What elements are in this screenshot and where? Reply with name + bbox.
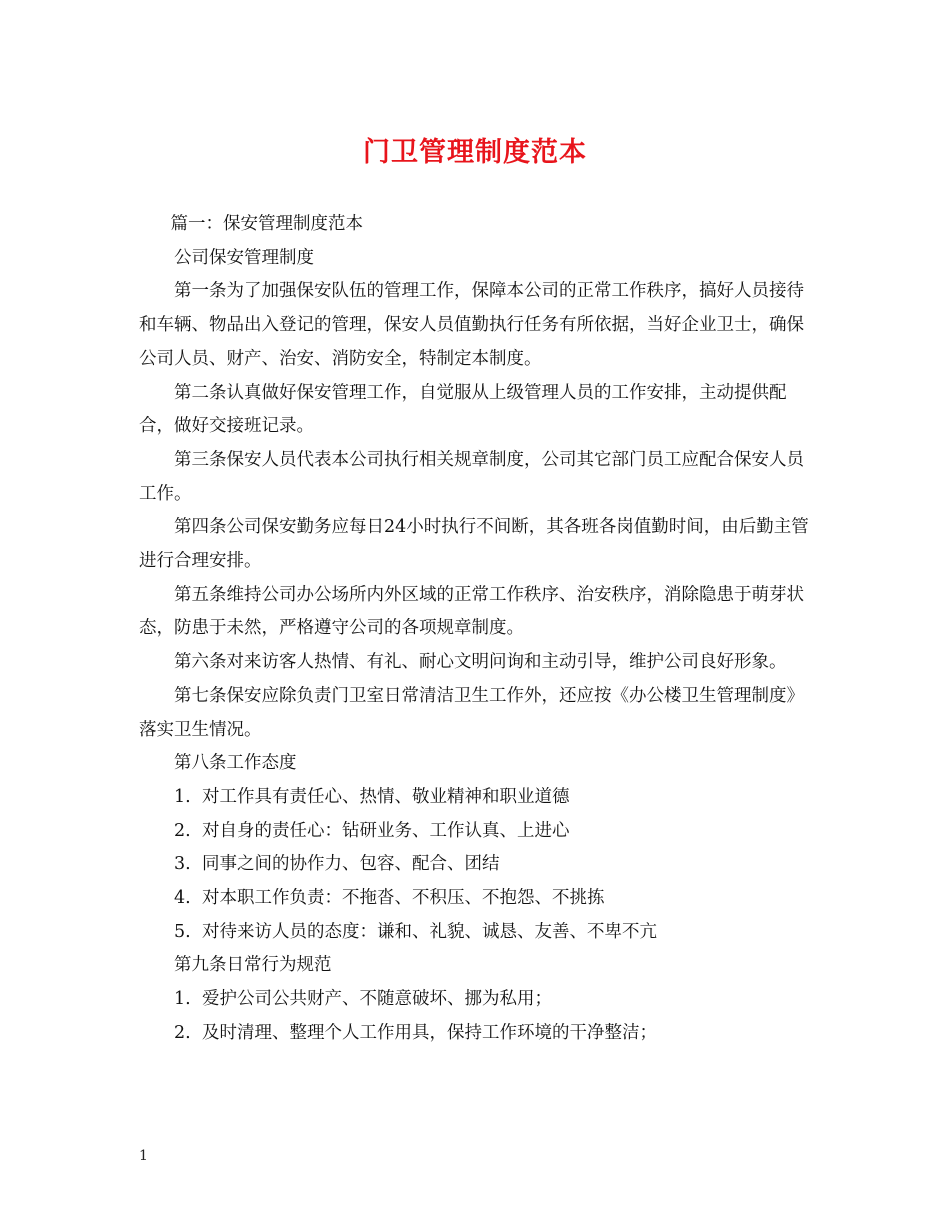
list-item-number: 4. [174,888,191,909]
list-item-text: 对本职工作负责：不拖沓、不积压、不抱怨、不挑拣 [202,888,605,909]
list-item-number: 2. [174,820,191,841]
list-item-number: 3. [174,854,191,875]
list-item-text: 对工作具有责任心、热情、敬业精神和职业道德 [202,786,570,807]
list-item [139,983,813,1017]
article-8-heading: 第八条工作态度 [174,753,297,774]
article-2: 第二条认真做好保安管理工作，自觉服从上级管理人员的工作安排，主动提供配合，做好交接班记录。 [139,382,787,437]
list-item [139,815,813,849]
list-item-number: 5. [174,921,191,942]
sub-heading: 公司保安管理制度 [174,247,314,268]
document-title: 门卫管理制度范本 [363,137,587,168]
page-number: 1 [139,1148,148,1164]
list-item [139,781,813,815]
document-body [139,208,813,1051]
section-heading: 篇一：保安管理制度范本 [170,214,363,234]
list-item-text: 对待来访人员的态度：谦和、礼貌、诚恳、友善、不卑不亢 [202,921,657,942]
list-item [139,916,813,950]
list-item-number: 1. [174,989,191,1010]
article-6: 第六条对来访客人热情、有礼、耐心文明问询和主动引导，维护公司良好形象。 [174,652,787,673]
article-5: 第五条维持公司办公场所内外区域的正常工作秩序、治安秩序，消除隐患于萌芽状态，防患于未然，严格遵守公司的各项规章制度。 [139,584,804,639]
article-1: 第一条为了加强保安队伍的管理工作，保障本公司的正常工作秩序，搞好人员接待和车辆、物品出入登记的管理，保安人员值勤执行任务有所依据，当好企业卫士，确保公司人员、财产、治安、消防安全，特制定本制度。 [139,281,804,369]
list-item [139,1017,813,1051]
list-item-text: 对自身的责任心：钻研业务、工作认真、上进心 [202,820,570,841]
list-item-text: 及时清理、整理个人工作用具，保持工作环境的干净整洁； [202,1022,657,1043]
article-7: 第七条保安应除负责门卫室日常清洁卫生工作外，还应按《办公楼卫生管理制度》落实卫生情况。 [139,685,804,740]
list-item-text: 爱护公司公共财产、不随意破坏、挪为私用； [202,989,552,1010]
article-3: 第三条保安人员代表本公司执行相关规章制度，公司其它部门员工应配合保安人员工作。 [139,449,804,504]
article-4: 第四条公司保安勤务应每日24小时执行不间断，其各班各岗值勤时间，由后勤主管进行合理安排。 [139,517,809,572]
list-item-number: 2. [174,1022,191,1043]
list-item-number: 1. [174,786,191,807]
list-item [139,882,813,916]
list-item [139,848,813,882]
list-item-text: 同事之间的协作力、包容、配合、团结 [202,854,500,875]
article-9-heading: 第九条日常行为规范 [174,955,332,976]
